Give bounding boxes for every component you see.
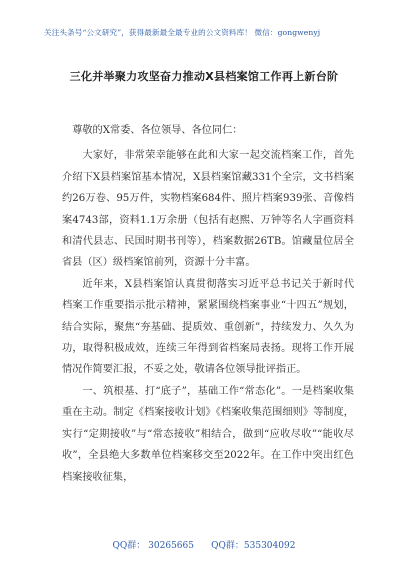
document-body — [62, 120, 354, 488]
body-paragraph: 大家好，非常荣幸能够在此和大家一起交流档案工作，首先介绍下X县档案馆基本情况，X县档案馆藏331个全宗，文书档案约26万卷、95万件，实物档案684件、照片档案939张、音像档案4743部，资料1.1万余册（包括有赵熙、万钟等名人字画资料和清代县志、民国时期书刊等），档案数据26TB。馆藏量位居全省县（区）级档案馆前列，资源十分丰富。 — [62, 150, 354, 269]
body-paragraph: 近年来，X县档案馆认真贯彻落实习近平总书记关于新时代档案工作重要指示批示精神，紧紧围绕档案事业“十四五”规划，结合实际，聚焦“夯基础、提质效、重创新”，持续发力、久久为功，取得积极成效，连续三年得到省档案局表扬。现将工作开展情况作简要汇报，不妥之处，敬请各位领导批评指正。 — [62, 278, 354, 376]
header-promo-note: 关注头条号“公文研究”，获得最新最全最专业的公文资料库！ 微信：gongwenyj — [44, 28, 321, 37]
body-paragraph: 一、筑根基、打“底子”，基础工作“常态化”。一是档案收集重在主动。制定《档案接收计划》《档案收集范围细则》等制度，实行“定期接收”与“常态接收”相结合，做到“应收尽收”“能收尽收”，全县绝大多数单位档案移交至2022年。在工作中突出红色档案接收征集， — [62, 385, 354, 483]
salutation: 尊敬的X常委、各位领导、各位同仁： — [72, 125, 243, 136]
document-title: 三化并举聚力攻坚奋力推动X县档案馆工作再上新台阶 — [69, 70, 339, 83]
footer-qq-groups: QQ群： 30265665 QQ群：535304092 — [112, 541, 296, 551]
